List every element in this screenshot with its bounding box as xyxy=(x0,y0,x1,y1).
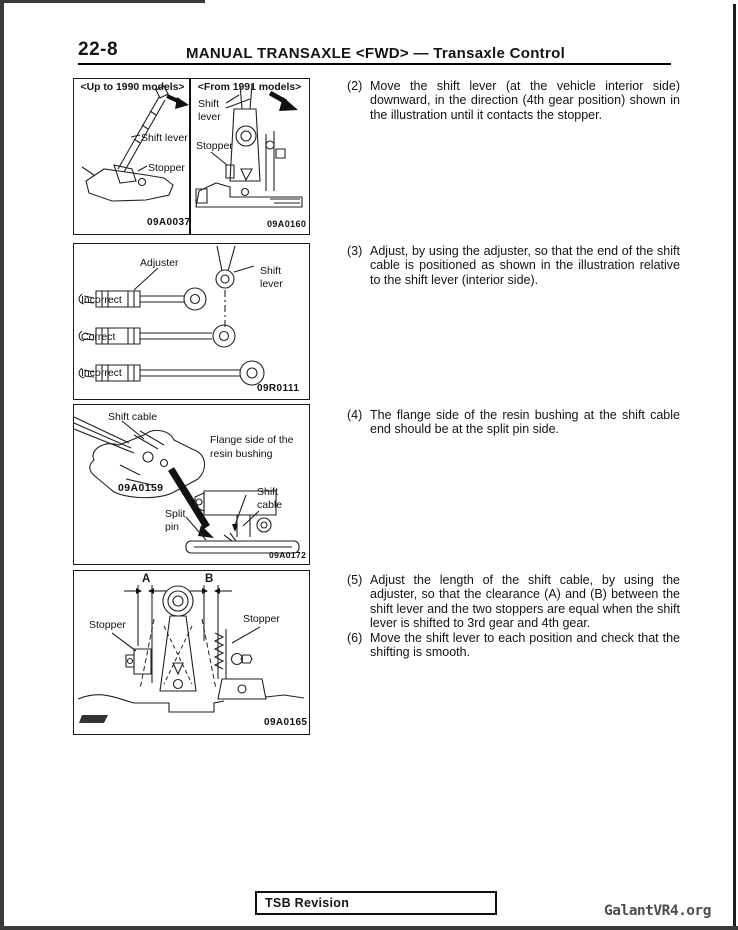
header-rule xyxy=(78,63,671,65)
label-stopper-left: Stopper xyxy=(148,162,185,174)
label-shift-cable-right: Shift cable xyxy=(257,486,283,511)
figure-code-09A0172: 09A0172 xyxy=(269,550,307,560)
figure-code-09A0165: 09A0165 xyxy=(264,717,308,728)
label-incorrect-2: Incorrect xyxy=(81,367,122,379)
figure-resin-bushing xyxy=(73,404,310,565)
instruction-step-6 xyxy=(347,631,680,660)
figure-stopper-clearance xyxy=(73,570,310,735)
instruction-step-3 xyxy=(347,244,680,287)
step-number: (2) xyxy=(347,79,363,93)
figure-shift-lever-models xyxy=(73,78,310,235)
label-shift-lever-right: Shift lever xyxy=(198,98,221,123)
step-text: Adjust the length of the shift cable, by using the adjuster, so that the clearance (A) and (B) between the shift lever and the two stoppers are equal when the shift lever is shifted to 3rd gear and 4th gear. xyxy=(370,573,680,631)
step-number: (6) xyxy=(347,631,363,645)
label-flange-side: Flange side of the resin bushing xyxy=(210,434,294,460)
scan-edge-bottom xyxy=(0,926,738,930)
figure-code-09A0160: 09A0160 xyxy=(267,219,307,229)
instruction-step-2 xyxy=(347,79,680,122)
label-shift-cable-top: Shift cable xyxy=(108,411,158,423)
figure-code-09A0037: 09A0037 xyxy=(147,217,191,228)
shift-lever-models-illustration xyxy=(74,79,309,234)
label-incorrect-1: Incorrect xyxy=(81,294,122,306)
panel-title-from-1991: <From 1991 models> xyxy=(197,82,302,93)
page-number: 22-8 xyxy=(78,39,119,60)
watermark: GalantVR4.org xyxy=(604,903,711,919)
step-text: Adjust, by using the adjuster, so that the end of the shift cable is positioned as shown in the illustration relative to the shift lever (interior side). xyxy=(370,244,680,287)
page-title: MANUAL TRANSAXLE <FWD> — Transaxle Control xyxy=(186,45,566,62)
tsb-revision-box: TSB Revision xyxy=(255,891,497,915)
scan-edge-right xyxy=(733,4,736,930)
label-stopper-right: Stopper xyxy=(196,140,233,152)
label-correct: Correct xyxy=(81,331,116,343)
label-dimension-b: B xyxy=(205,573,214,585)
step-number: (4) xyxy=(347,408,363,422)
scan-edge-left xyxy=(0,0,4,930)
step-number: (3) xyxy=(347,244,363,258)
label-stopper-right: Stopper xyxy=(243,613,280,625)
figure-code-09A0159: 09A0159 xyxy=(118,482,164,494)
step-text: The flange side of the resin bushing at the shift cable end should be at the split pin side. xyxy=(370,408,680,437)
label-shift-lever: Shift lever xyxy=(260,265,283,290)
resin-bushing-illustration xyxy=(74,405,309,564)
label-shift-lever-left: Shift lever xyxy=(141,132,188,144)
label-stopper-left: Stopper xyxy=(89,619,126,631)
figure-adjuster-alignment xyxy=(73,243,310,400)
instruction-step-4 xyxy=(347,408,680,437)
panel-title-up-to-1990: <Up to 1990 models> xyxy=(80,82,185,93)
step-text: Move the shift lever to each position and check that the shifting is smooth. xyxy=(370,631,680,660)
label-adjuster: Adjuster xyxy=(140,257,179,269)
figure-code-09R0111: 09R0111 xyxy=(257,383,300,394)
label-dimension-a: A xyxy=(142,573,151,585)
step-number: (5) xyxy=(347,573,363,587)
label-split-pin: Split pin xyxy=(165,508,186,533)
instruction-step-5 xyxy=(347,573,680,631)
stopper-clearance-illustration xyxy=(74,571,309,734)
scan-edge-top xyxy=(0,0,205,3)
step-text: Move the shift lever (at the vehicle interior side) downward, in the direction (4th gear position) shown in the illustration until it contacts the stopper. xyxy=(370,79,680,122)
